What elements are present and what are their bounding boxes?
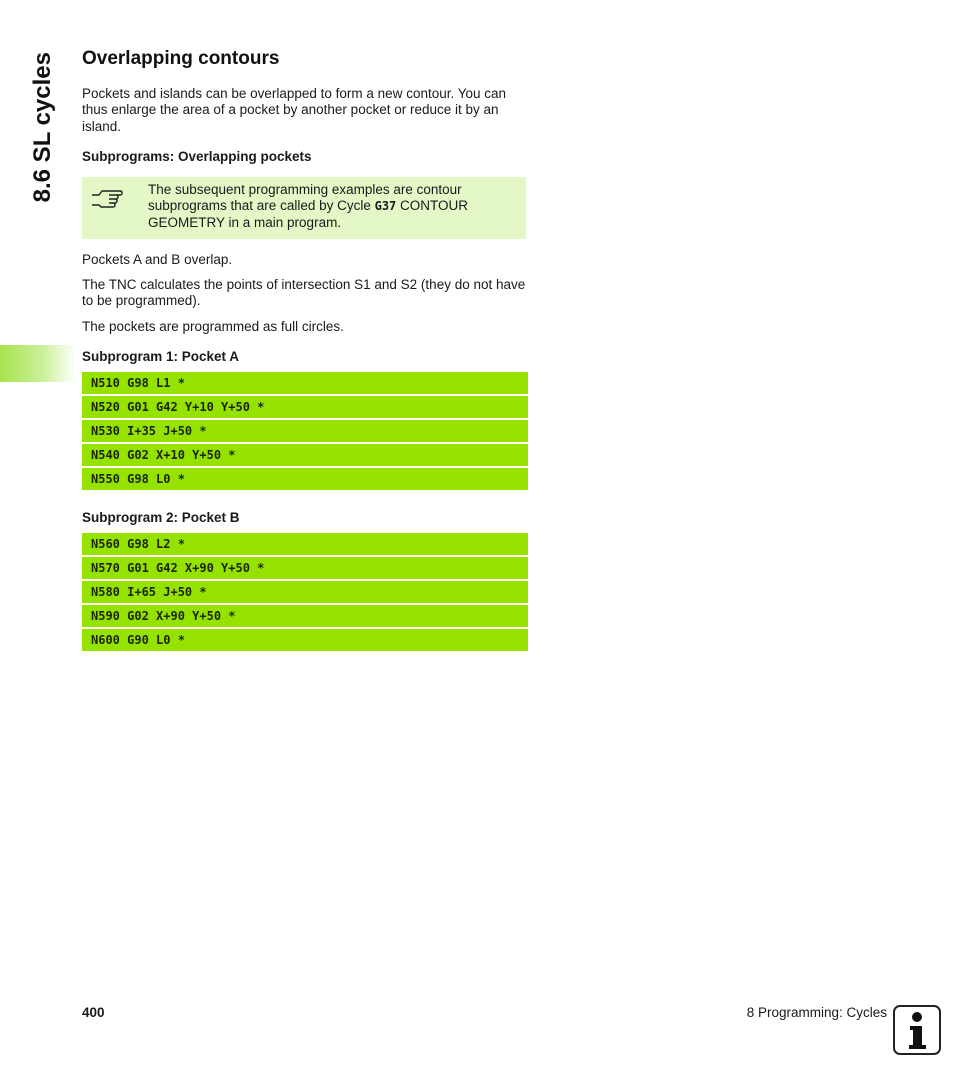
- note-text: [148, 182, 518, 231]
- subprogram1-code: [82, 372, 528, 492]
- code-line: N520 G01 G42 Y+10 Y+50 *: [82, 396, 528, 418]
- note-text-before: The subsequent programming examples are contour subprograms that are called by Cycle: [148, 182, 462, 214]
- paragraph-overlap: Pockets A and B overlap.: [82, 252, 233, 267]
- subprogram2-title: Subprogram 2: Pocket B: [82, 510, 240, 525]
- section-side-title-text: 8.6 SL cycles: [29, 52, 56, 203]
- code-line: N540 G02 X+10 Y+50 *: [82, 444, 528, 466]
- subheading-overlapping-pockets: Subprograms: Overlapping pockets: [82, 149, 312, 164]
- note-box: [82, 177, 526, 239]
- code-line: N580 I+65 J+50 *: [82, 581, 528, 603]
- paragraph-intersection: The TNC calculates the points of intersection S1 and S2 (they do not have to be programmed).: [82, 277, 526, 309]
- chapter-title: 8 Programming: Cycles: [746, 1005, 887, 1020]
- page-number: 400: [82, 1005, 105, 1020]
- code-line: N590 G02 X+90 Y+50 *: [82, 605, 528, 627]
- note-text-after: CONTOUR GEOMETRY in a main program.: [148, 198, 469, 230]
- info-glyph: [895, 1007, 939, 1053]
- page-heading: Overlapping contours: [82, 48, 280, 69]
- code-line: N530 I+35 J+50 *: [82, 420, 528, 442]
- intro-paragraph: Pockets and islands can be overlapped to form a new contour. You can thus enlarge the area of a pocket by another pocket or reduce it by an island.: [82, 86, 507, 134]
- pointing-hand-icon: [90, 187, 124, 209]
- subprogram2-code: [82, 533, 528, 653]
- code-line: N560 G98 L2 *: [82, 533, 528, 555]
- info-icon[interactable]: [893, 1005, 941, 1055]
- code-line: N570 G01 G42 X+90 Y+50 *: [82, 557, 528, 579]
- note-code: G37: [374, 199, 397, 214]
- code-line: N550 G98 L0 *: [82, 468, 528, 490]
- section-tab-marker: [0, 345, 76, 382]
- subprogram1-title: Subprogram 1: Pocket A: [82, 349, 240, 364]
- section-side-title: [26, 52, 60, 212]
- paragraph-full-circles: The pockets are programmed as full circles.: [82, 319, 344, 334]
- code-line: N600 G90 L0 *: [82, 629, 528, 651]
- code-line: N510 G98 L1 *: [82, 372, 528, 394]
